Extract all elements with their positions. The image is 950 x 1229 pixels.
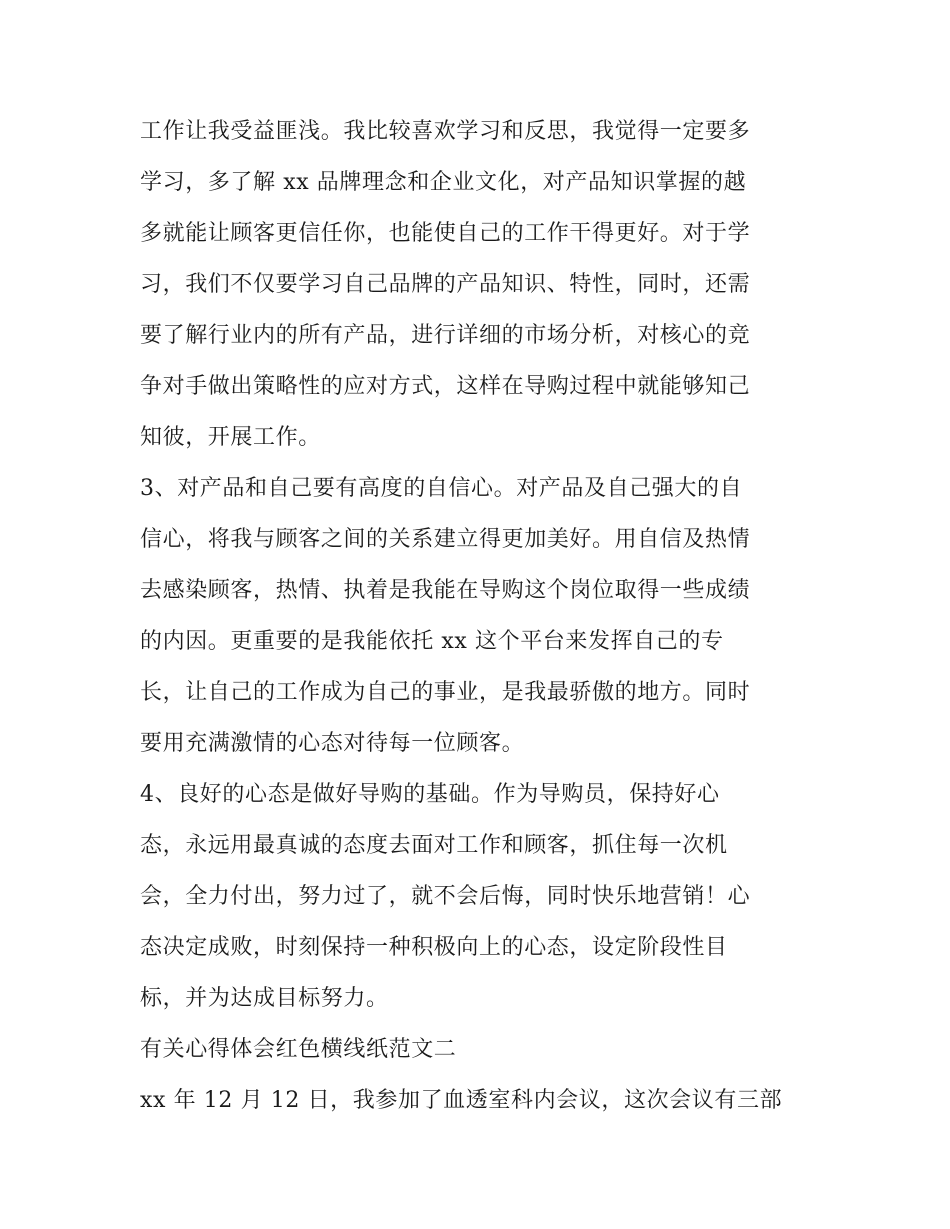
text-line-15: 态，永远用最真诚的态度去面对工作和顾客，抓住每一次机 [140,833,728,858]
text-line-2: 学习，多了解 xx 品牌理念和企业文化，对产品知识掌握的越 [140,170,747,195]
document-body [140,106,820,1126]
text-line-7: 知彼，开展工作。 [140,425,321,450]
text-line-9: 信心，将我与顾客之间的关系建立得更加美好。用自信及热情 [140,527,751,552]
text-line-12: 长，让自己的工作成为自己的事业，是我最骄傲的地方。同时 [140,680,751,705]
text-line-5: 要了解行业内的所有产品，进行详细的市场分析，对核心的竞 [140,323,751,348]
text-line-3: 多就能让顾客更信任你，也能使自己的工作干得更好。对于学 [140,221,751,246]
text-line-4: 习，我们不仅要学习自己品牌的产品知识、特性，同时，还需 [140,272,751,297]
text-line-6: 争对手做出策略性的应对方式，这样在导购过程中就能够知己 [140,374,751,399]
text-line-17: 态决定成败，时刻保持一种积极向上的心态，设定阶段性目 [140,935,728,960]
text-line-13: 要用充满激情的心态对待每一位顾客。 [140,731,525,756]
text-line-1: 工作让我受益匪浅。我比较喜欢学习和反思，我觉得一定要多 [140,119,751,144]
text-line-10: 去感染顾客，热情、执着是我能在导购这个岗位取得一些成绩 [140,578,751,603]
text-line-18: 标，并为达成目标努力。 [140,986,389,1011]
text-line-16: 会，全力付出，努力过了，就不会后悔，同时快乐地营销！心 [140,884,751,909]
text-line-20: xx 年 12 月 12 日，我参加了血透室科内会议，这次会议有三部 [140,1088,783,1113]
text-line-14: 4、良好的心态是做好导购的基础。作为导购员，保持好心 [140,782,720,807]
text-line-8: 3、对产品和自己要有高度的自信心。对产品及自己强大的自 [140,476,743,501]
section-heading: 有关心得体会红色横线纸范文二 [140,1037,457,1062]
text-line-11: 的内因。更重要的是我能依托 xx 这个平台来发挥自己的专 [140,629,724,654]
